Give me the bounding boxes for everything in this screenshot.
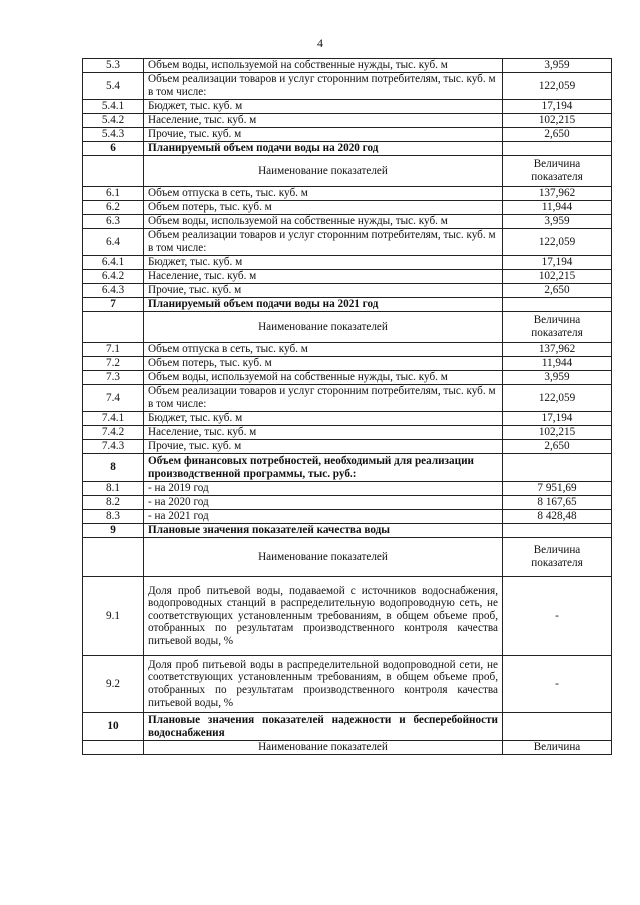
indicator-value: - bbox=[503, 656, 612, 713]
row-number: 10 bbox=[83, 713, 144, 741]
indicator-value: 3,959 bbox=[503, 371, 612, 385]
indicator-value bbox=[503, 524, 612, 538]
indicator-name: Население, тыс. куб. м bbox=[144, 426, 503, 440]
column-header-name: Наименование показателей bbox=[144, 741, 503, 755]
indicator-name: Прочие, тыс. куб. м bbox=[144, 440, 503, 454]
table-row bbox=[83, 426, 612, 440]
row-number: 7.4.3 bbox=[83, 440, 144, 454]
indicator-name: Объем реализации товаров и услуг сторонним потребителям, тыс. куб. м в том числе: bbox=[144, 385, 503, 412]
row-number: 7.3 bbox=[83, 371, 144, 385]
indicator-value: 102,215 bbox=[503, 270, 612, 284]
table-row bbox=[83, 741, 612, 755]
table-row bbox=[83, 114, 612, 128]
column-header-row bbox=[83, 156, 612, 187]
row-number: 7.4.2 bbox=[83, 426, 144, 440]
row-number: 5.4.3 bbox=[83, 128, 144, 142]
indicator-name: Бюджет, тыс. куб. м bbox=[144, 256, 503, 270]
indicator-value bbox=[503, 713, 612, 741]
table-row bbox=[83, 215, 612, 229]
row-number: 6.3 bbox=[83, 215, 144, 229]
table-row bbox=[83, 270, 612, 284]
table-row bbox=[83, 343, 612, 357]
section-row bbox=[83, 142, 612, 156]
table-row bbox=[83, 100, 612, 114]
indicator-value bbox=[503, 142, 612, 156]
indicator-name: Планируемый объем подачи воды на 2021 год bbox=[144, 298, 503, 312]
indicator-value: 102,215 bbox=[503, 426, 612, 440]
section-row bbox=[83, 524, 612, 538]
indicator-value: 2,650 bbox=[503, 128, 612, 142]
row-number bbox=[83, 156, 144, 187]
indicator-value: 137,962 bbox=[503, 343, 612, 357]
row-number: 5.4.2 bbox=[83, 114, 144, 128]
column-header-row bbox=[83, 312, 612, 343]
indicator-value: 3,959 bbox=[503, 59, 612, 73]
row-number: 6.4.2 bbox=[83, 270, 144, 284]
indicator-name: Прочие, тыс. куб. м bbox=[144, 128, 503, 142]
table-row bbox=[83, 496, 612, 510]
row-number: 5.3 bbox=[83, 59, 144, 73]
indicator-value: 2,650 bbox=[503, 284, 612, 298]
section-row bbox=[83, 713, 612, 741]
indicator-name: Плановые значения показателей качества воды bbox=[144, 524, 503, 538]
indicator-value bbox=[503, 454, 612, 482]
row-number bbox=[83, 741, 144, 755]
indicator-value: 137,962 bbox=[503, 187, 612, 201]
column-header-row bbox=[83, 538, 612, 577]
table-row bbox=[83, 73, 612, 100]
table-row bbox=[83, 59, 612, 73]
indicator-name: - на 2019 год bbox=[144, 482, 503, 496]
column-header-value: Величина bbox=[503, 741, 612, 755]
row-number bbox=[83, 538, 144, 577]
table-row bbox=[83, 510, 612, 524]
indicator-name: Население, тыс. куб. м bbox=[144, 270, 503, 284]
row-number: 9 bbox=[83, 524, 144, 538]
indicator-name: Объем потерь, тыс. куб. м bbox=[144, 201, 503, 215]
table-row bbox=[83, 201, 612, 215]
indicator-name: - на 2020 год bbox=[144, 496, 503, 510]
section-row bbox=[83, 298, 612, 312]
row-number: 6.1 bbox=[83, 187, 144, 201]
column-header-name: Наименование показателей bbox=[144, 156, 503, 187]
indicator-name: Объем потерь, тыс. куб. м bbox=[144, 357, 503, 371]
table-row bbox=[83, 371, 612, 385]
table-row bbox=[83, 187, 612, 201]
row-number: 6.4.1 bbox=[83, 256, 144, 270]
table-row bbox=[83, 357, 612, 371]
indicator-value: 11,944 bbox=[503, 201, 612, 215]
indicator-table bbox=[82, 58, 612, 755]
indicator-name: Прочие, тыс. куб. м bbox=[144, 284, 503, 298]
indicator-name: Объем финансовых потребностей, необходимый для реализации производственной программы, тыс. руб.: bbox=[144, 454, 503, 482]
indicator-value: 17,194 bbox=[503, 100, 612, 114]
column-header-name: Наименование показателей bbox=[144, 312, 503, 343]
table-row bbox=[83, 229, 612, 256]
indicator-name: Объем воды, используемой на собственные нужды, тыс. куб. м bbox=[144, 215, 503, 229]
row-number: 5.4.1 bbox=[83, 100, 144, 114]
indicator-name: Объем воды, используемой на собственные нужды, тыс. куб. м bbox=[144, 371, 503, 385]
section-row bbox=[83, 454, 612, 482]
indicator-value: 17,194 bbox=[503, 412, 612, 426]
table-row bbox=[83, 577, 612, 656]
indicator-value: 2,650 bbox=[503, 440, 612, 454]
row-number: 7.1 bbox=[83, 343, 144, 357]
indicator-value: 8 428,48 bbox=[503, 510, 612, 524]
indicator-value: 102,215 bbox=[503, 114, 612, 128]
indicator-name: - на 2021 год bbox=[144, 510, 503, 524]
row-number: 8.2 bbox=[83, 496, 144, 510]
row-number: 6 bbox=[83, 142, 144, 156]
column-header-value: Величина показателя bbox=[503, 156, 612, 187]
table-row bbox=[83, 412, 612, 426]
indicator-name: Доля проб питьевой воды, подаваемой с источников водоснабжения, водопроводных станций в распределительную водопроводную сеть, не соответствующих установленным требованиям, в общем объеме проб, отобранных по результатам производственного контроля качества питьевой воды, % bbox=[144, 577, 503, 656]
indicator-name: Объем реализации товаров и услуг сторонним потребителям, тыс. куб. м в том числе: bbox=[144, 73, 503, 100]
table-row bbox=[83, 656, 612, 713]
indicator-value: 122,059 bbox=[503, 73, 612, 100]
row-number: 9.1 bbox=[83, 577, 144, 656]
row-number: 6.4 bbox=[83, 229, 144, 256]
table-row bbox=[83, 482, 612, 496]
row-number: 7.2 bbox=[83, 357, 144, 371]
row-number: 8 bbox=[83, 454, 144, 482]
indicator-name: Плановые значения показателей надежности и бесперебойности водоснабжения bbox=[144, 713, 503, 741]
column-header-name: Наименование показателей bbox=[144, 538, 503, 577]
indicator-name: Население, тыс. куб. м bbox=[144, 114, 503, 128]
indicator-name: Объем отпуска в сеть, тыс. куб. м bbox=[144, 187, 503, 201]
page-number: 4 bbox=[317, 36, 323, 50]
row-number: 8.3 bbox=[83, 510, 144, 524]
indicator-name: Планируемый объем подачи воды на 2020 год bbox=[144, 142, 503, 156]
row-number: 6.4.3 bbox=[83, 284, 144, 298]
table-row bbox=[83, 256, 612, 270]
row-number: 9.2 bbox=[83, 656, 144, 713]
table-row bbox=[83, 385, 612, 412]
column-header-value: Величина показателя bbox=[503, 312, 612, 343]
row-number: 7.4.1 bbox=[83, 412, 144, 426]
indicator-name: Объем реализации товаров и услуг сторонним потребителям, тыс. куб. м в том числе: bbox=[144, 229, 503, 256]
table-row bbox=[83, 440, 612, 454]
table-row bbox=[83, 128, 612, 142]
indicator-name: Бюджет, тыс. куб. м bbox=[144, 412, 503, 426]
indicator-value: 122,059 bbox=[503, 385, 612, 412]
indicator-name: Бюджет, тыс. куб. м bbox=[144, 100, 503, 114]
indicator-value: 17,194 bbox=[503, 256, 612, 270]
row-number: 7 bbox=[83, 298, 144, 312]
indicator-value: 8 167,65 bbox=[503, 496, 612, 510]
row-number: 6.2 bbox=[83, 201, 144, 215]
indicator-name: Объем воды, используемой на собственные нужды, тыс. куб. м bbox=[144, 59, 503, 73]
indicator-value: 3,959 bbox=[503, 215, 612, 229]
indicator-value bbox=[503, 298, 612, 312]
column-header-value: Величина показателя bbox=[503, 538, 612, 577]
indicator-name: Доля проб питьевой воды в распределительной водопроводной сети, не соответствующих установленным требованиям, в общем объеме проб, отобранных по результатам производственного контроля качества питьевой воды, % bbox=[144, 656, 503, 713]
row-number: 5.4 bbox=[83, 73, 144, 100]
table-row bbox=[83, 284, 612, 298]
indicator-value: 122,059 bbox=[503, 229, 612, 256]
row-number: 8.1 bbox=[83, 482, 144, 496]
indicator-value: 11,944 bbox=[503, 357, 612, 371]
indicator-value: - bbox=[503, 577, 612, 656]
row-number bbox=[83, 312, 144, 343]
row-number: 7.4 bbox=[83, 385, 144, 412]
indicator-name: Объем отпуска в сеть, тыс. куб. м bbox=[144, 343, 503, 357]
indicator-value: 7 951,69 bbox=[503, 482, 612, 496]
